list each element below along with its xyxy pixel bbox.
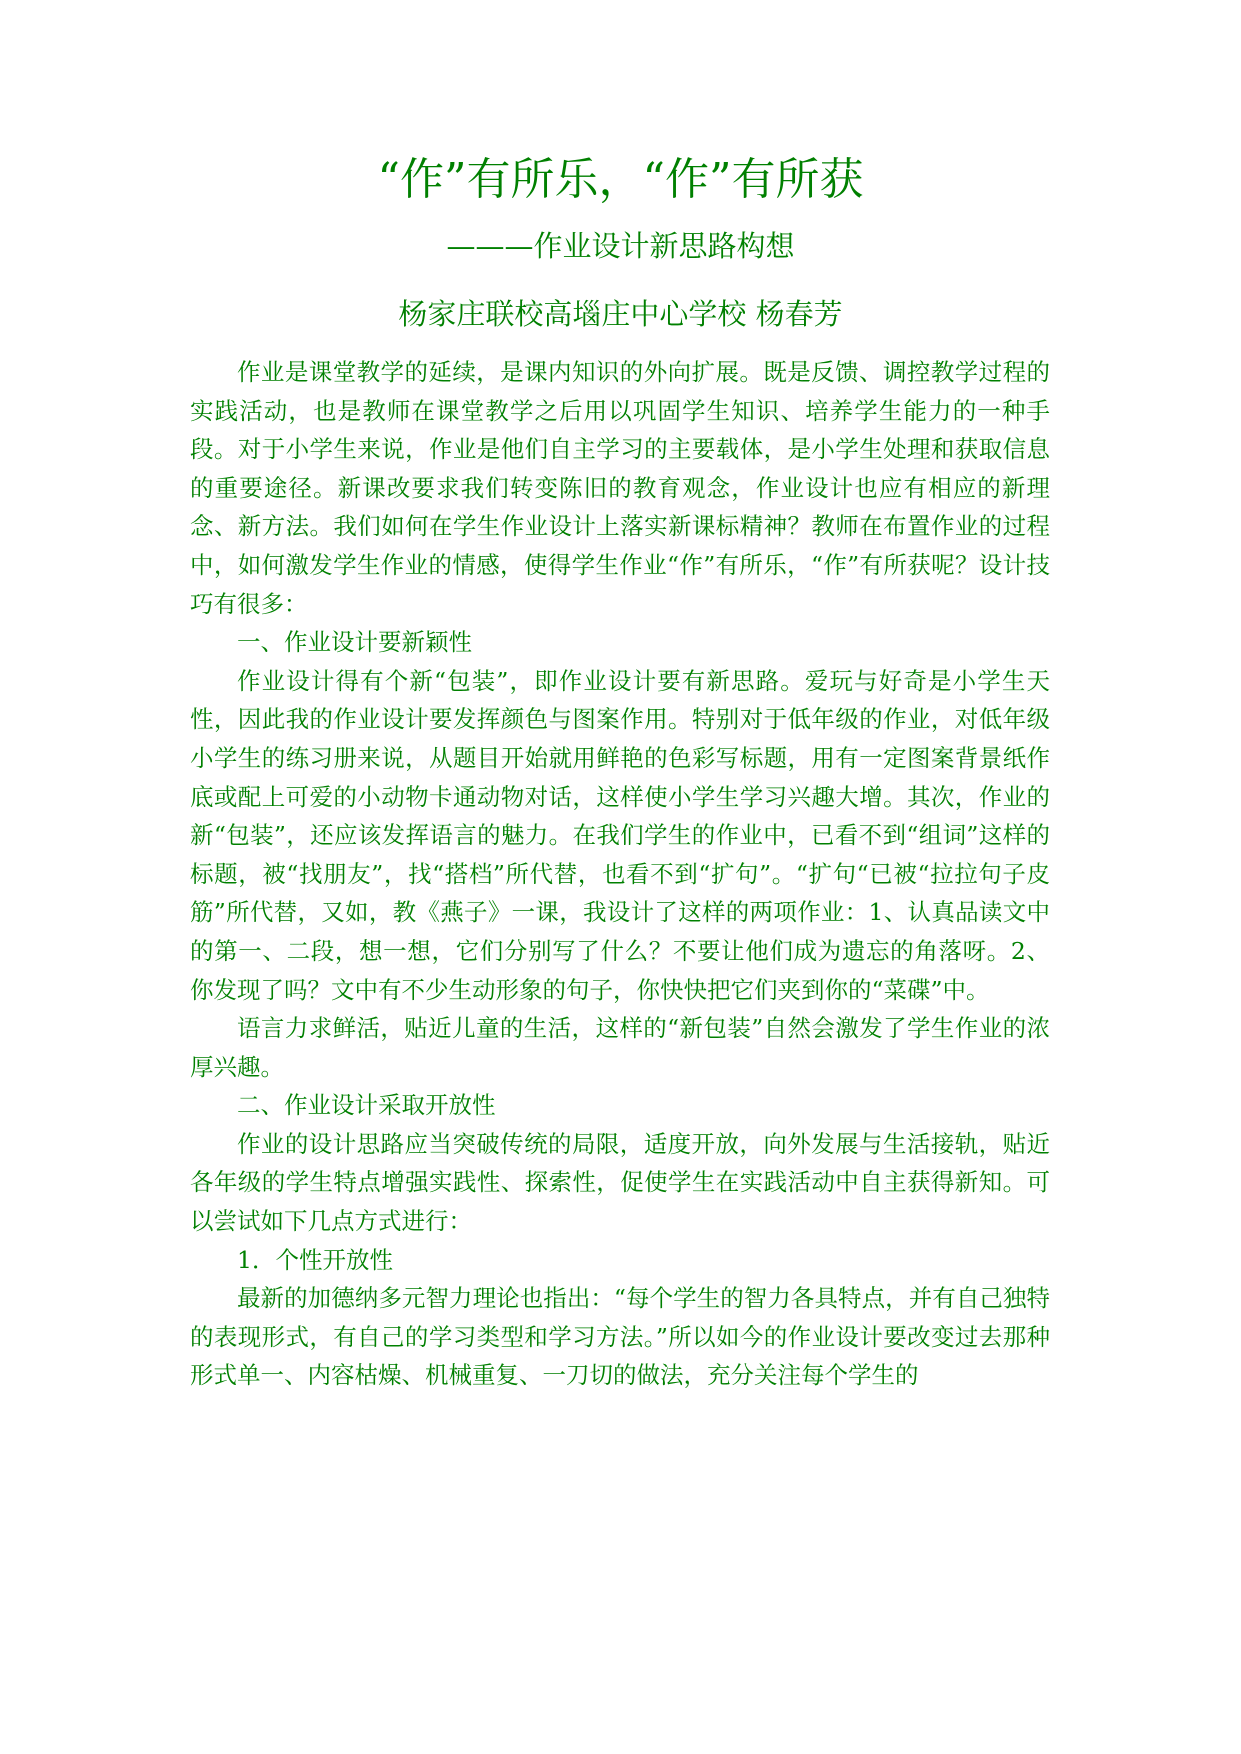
section-heading-openness: 二、作业设计采取开放性	[237, 1091, 496, 1120]
document-title: “作”有所乐，“作”有所获	[377, 154, 864, 205]
section-heading-novelty: 一、作业设计要新颖性	[237, 628, 472, 657]
document-subtitle: ———作业设计新思路构想	[446, 229, 795, 263]
document-author: 杨家庄联校高堖庄中心学校 杨春芳	[398, 297, 843, 331]
paragraph-openness: 作业的设计思路应当突破传统的局限，适度开放，向外发展与生活接轨，贴近各年级的学生特点增强实践性、探索性，促使学生在实践活动中自主获得新知。可以尝试如下几点方式进行：	[190, 1129, 1050, 1236]
paragraph-intro: 作业是课堂教学的延续，是课内知识的外向扩展。既是反馈、调控教学过程的实践活动，也是教师在课堂教学之后用以巩固学生知识、培养学生能力的一种手段。对于小学生来说，作业是他们自主学习的主要载体，是小学生处理和获取信息的重要途径。新课改要求我们转变陈旧的教育观念，作业设计也应有相应的新理念、新方法。我们如何在学生作业设计上落实新课标精神？教师在布置作业的过程中，如何激发学生作业的情感，使得学生作业“作”有所乐，“作”有所获呢？设计技巧有很多：	[190, 358, 1050, 618]
subsection-heading-individual: 1．个性开放性	[237, 1245, 393, 1274]
paragraph-novelty: 作业设计得有个新“包装”，即作业设计要有新思路。爱玩与好奇是小学生天性，因此我的作业设计要发挥颜色与图案作用。特别对于低年级的作业，对低年级小学生的练习册来说，从题目开始就用鲜艳的色彩写标题，用有一定图案背景纸作底或配上可爱的小动物卡通动物对话，这样使小学生学习兴趣大增。其次，作业的新“包装”，还应该发挥语言的魅力。在我们学生的作业中，已看不到“组词”这样的标题，被“找朋友”，找“搭档”所代替，也看不到“扩句”。“扩句“已被“拉拉句子皮筋”所代替，又如，教《燕子》一课，我设计了这样的两项作业：1、认真品读文中的第一、二段，想一想，它们分别写了什么？不要让他们成为遗忘的角落呀。2、你发现了吗？文中有不少生动形象的句子，你快快把它们夹到你的“菜碟”中。	[190, 666, 1050, 1004]
paragraph-individual: 最新的加德纳多元智力理论也指出：“每个学生的智力各具特点，并有自己独特的表现形式，有自己的学习类型和学习方法。”所以如今的作业设计要改变过去那种形式单一、内容枯燥、机械重复、一刀切的做法，充分关注每个学生的	[190, 1284, 1050, 1390]
paragraph-language: 语言力求鲜活，贴近儿童的生活，这样的“新包装”自然会激发了学生作业的浓厚兴趣。	[190, 1014, 1050, 1081]
document-body	[190, 353, 1050, 1395]
